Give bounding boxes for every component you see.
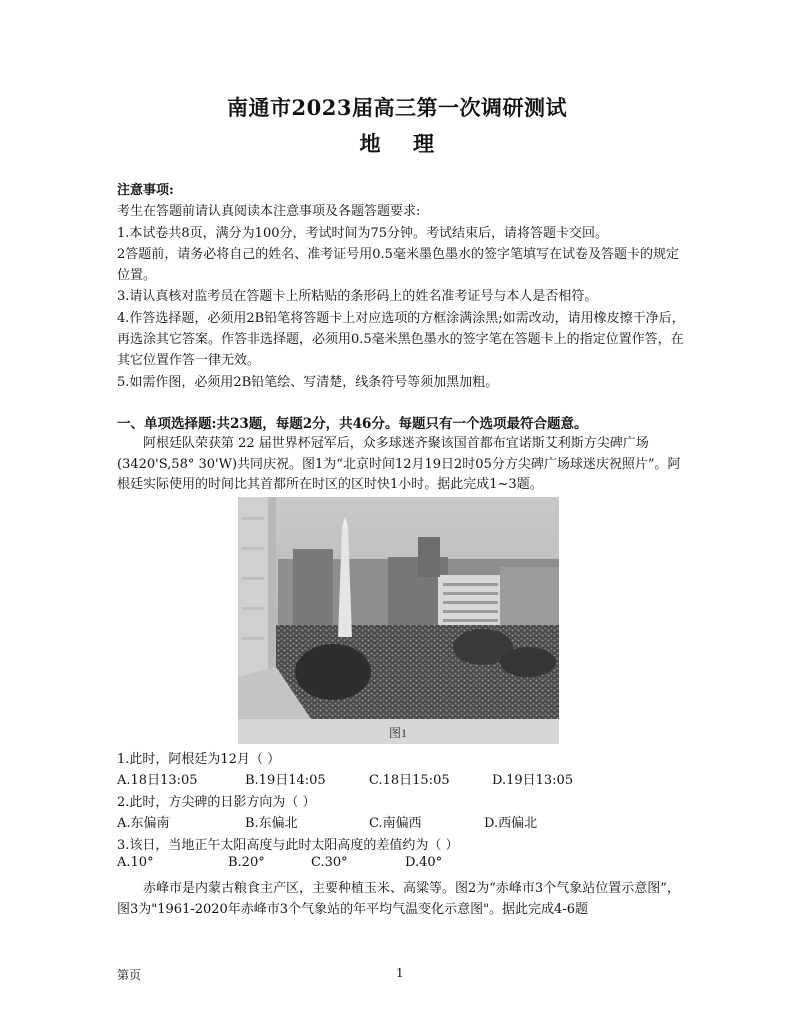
- question-stem: 1.此时，阿根廷为12月（ ）: [117, 752, 281, 767]
- option: D.19日13:05: [492, 773, 574, 788]
- question-intro: 赤峰市是内蒙古粮食主产区，主要种植玉米、高粱等。图2为“赤峰市3个气象站位置示意图”，图3为"1961-2020年赤峰市3个气象站的年平均气温变化示意图"。据此完成4-6题: [117, 881, 680, 917]
- notice-line: 3.请认真核对监考员在答题卡上所粘贴的条形码上的姓名准考证号与本人是否相符。: [117, 289, 598, 305]
- option: B.东偏北: [245, 816, 298, 831]
- figure-1-photo: [238, 497, 559, 744]
- notice-line: 2答题前，请务必将自己的姓名、准考证号用0.5毫米墨色墨水的签字笔填写在试卷及答题卡的规定位置。: [117, 246, 679, 284]
- option: C.南偏西: [369, 816, 422, 831]
- notice-heading: 注意事项:: [117, 183, 174, 198]
- option: D.西偏北: [484, 816, 538, 831]
- section-heading: 一、单项选择题:共23题，每题2分，共46分。每题只有一个选项最符合题意。: [117, 416, 588, 432]
- option-row: [117, 769, 697, 787]
- notice-line: 考生在答题前请认真阅读本注意事项及各题答题要求:: [117, 204, 421, 220]
- notice-line: 5.如需作图，必须用2B铅笔绘、写清楚，线条符号等须加黑加粗。: [117, 374, 499, 390]
- page-number: 1: [396, 966, 404, 980]
- question-stem: 2.此时，方尖碑的日影方向为（ ）: [117, 795, 316, 810]
- subject-char: 地: [359, 131, 381, 156]
- option: A.18日13:05: [117, 773, 198, 788]
- option-row: [117, 855, 697, 873]
- question-intro: 阿根廷队荣获第 22 届世界杯冠军后，众多球迷齐聚该国首都布宜诺斯艾利斯方尖碑广场(3420'S,58° 30'W)共同庆祝。图1为“北京时间12月19日2时05分方尖碑广场球迷庆祝照片”。阿根廷实际使用的时间比其首都所在时区的区时快1小时。据此完成1~3题。: [117, 436, 681, 492]
- option: D.40°: [405, 855, 443, 870]
- option: A.东偏南: [117, 816, 170, 831]
- question-stem: 3.该日，当地正午太阳高度与此时太阳高度的差值约为（ ）: [117, 838, 459, 853]
- figure-caption: 图1: [388, 726, 408, 740]
- notice-block: [117, 180, 687, 393]
- exam-subject: [0, 128, 794, 158]
- crowd-photo-illustration: [238, 497, 559, 744]
- subject-char: 理: [413, 131, 435, 156]
- exam-title: 南通市2023届高三第一次调研测试: [227, 95, 567, 120]
- option: B.20°: [228, 855, 265, 870]
- option-row: [117, 812, 697, 830]
- option: C.18日15:05: [369, 773, 450, 788]
- notice-line: 4.作答选择题，必须用2B铅笔将答题卡上对应选项的方框涂满涂黑;如需改动，请用橡皮擦干净后，再选涂其它答案。作答非选择题，必须用0.5毫米黑色墨水的签字笔在答题卡上的指定位置作答，在其它位置作答一律无效。: [117, 310, 685, 369]
- page-footer-label: 第页: [117, 968, 142, 982]
- option: C.30°: [311, 855, 348, 870]
- notice-line: 1.本试卷共8页，满分为100分，考试时间为75分钟。考试结束后，请将答题卡交回。: [117, 225, 609, 241]
- option: A.10°: [117, 855, 154, 870]
- option: B.19日14:05: [245, 773, 326, 788]
